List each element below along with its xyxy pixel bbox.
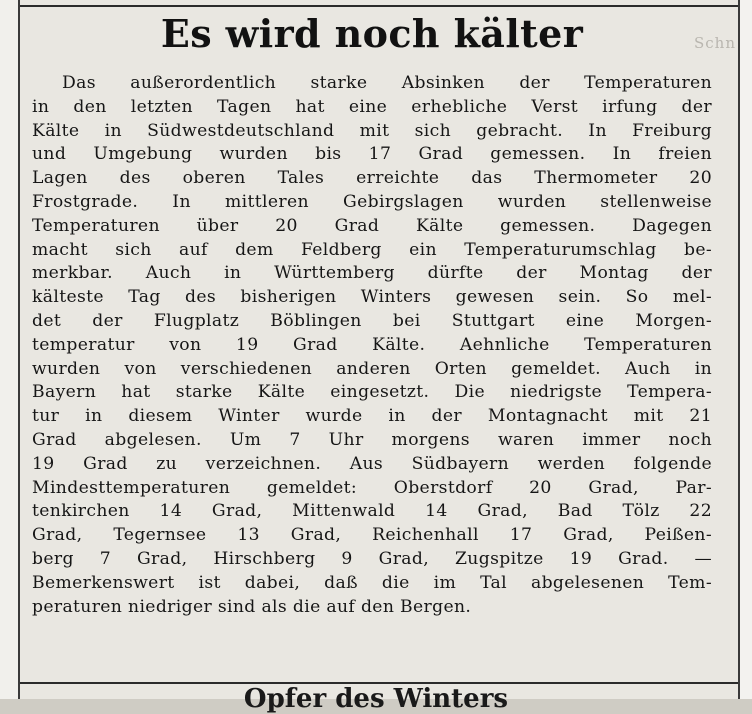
article-line: det der Flugplatz Böblingen bei Stuttgart eine Morgen- [32, 310, 712, 331]
article-line: macht sich auf dem Feldberg ein Temperaturumschlag be- [32, 239, 712, 260]
article-body [32, 72, 712, 619]
article-line: Frostgrade. In mittleren Gebirgslagen wurden stellenweise [32, 191, 712, 212]
next-article-headline: Opfer des Winters [243, 684, 509, 714]
article-line: Kälte in Südwestdeutschland mit sich gebracht. In Freiburg [32, 120, 712, 141]
article-line: kälteste Tag des bisherigen Winters gewesen sein. So mel- [32, 287, 712, 308]
article-line: Mindesttemperaturen gemeldet: Oberstdorf 20 Grad, Par- [32, 477, 712, 498]
article-line: tenkirchen 14 Grad, Mittenwald 14 Grad, Bad Tölz 22 [32, 501, 712, 522]
article-line: Grad, Tegernsee 13 Grad, Reichenhall 17 Grad, Peißen- [32, 525, 712, 546]
article-line: 19 Grad zu verzeichnen. Aus Südbayern werden folgende [32, 453, 712, 474]
right-margin-strip [738, 0, 752, 699]
article-line: berg 7 Grad, Hirschberg 9 Grad, Zugspitze 19 Grad. — [32, 548, 712, 569]
article-headline: Es wird noch kälter [160, 11, 584, 56]
article-line: wurden von verschiedenen anderen Orten gemeldet. Auch in [32, 358, 712, 379]
article-line: Grad abgelesen. Um 7 Uhr morgens waren immer noch [32, 429, 712, 450]
article-line: in den letzten Tagen hat eine erhebliche Verst irfung der [32, 96, 712, 117]
top-column-rule [20, 5, 738, 7]
article-line: und Umgebung wurden bis 17 Grad gemessen. In freien [32, 144, 712, 165]
article-line: Lagen des oberen Tales erreichte das Thermometer 20 [32, 168, 712, 189]
news-article [32, 10, 712, 619]
article-line: Das außerordentlich starke Absinken der Temperaturen [62, 73, 712, 93]
article-line: Bemerkenswert ist dabei, daß die im Tal abgelesenen Tem- [32, 572, 712, 593]
article-line: tur in diesem Winter wurde in der Montagnacht mit 21 [32, 406, 712, 427]
article-line: temperatur von 19 Grad Kälte. Aehnliche Temperaturen [32, 334, 712, 355]
article-line: Bayern hat starke Kälte eingesetzt. Die niedrigste Tempera- [32, 382, 712, 403]
adjacent-column-fragment: Schn [694, 34, 736, 52]
article-line: merkbar. Auch in Württemberg dürfte der Montag der [32, 263, 712, 284]
article-line: peraturen niedriger sind als die auf den Bergen. [32, 596, 472, 617]
article-line: Temperaturen über 20 Grad Kälte gemessen. Dagegen [32, 215, 712, 236]
left-margin-strip [0, 0, 20, 699]
